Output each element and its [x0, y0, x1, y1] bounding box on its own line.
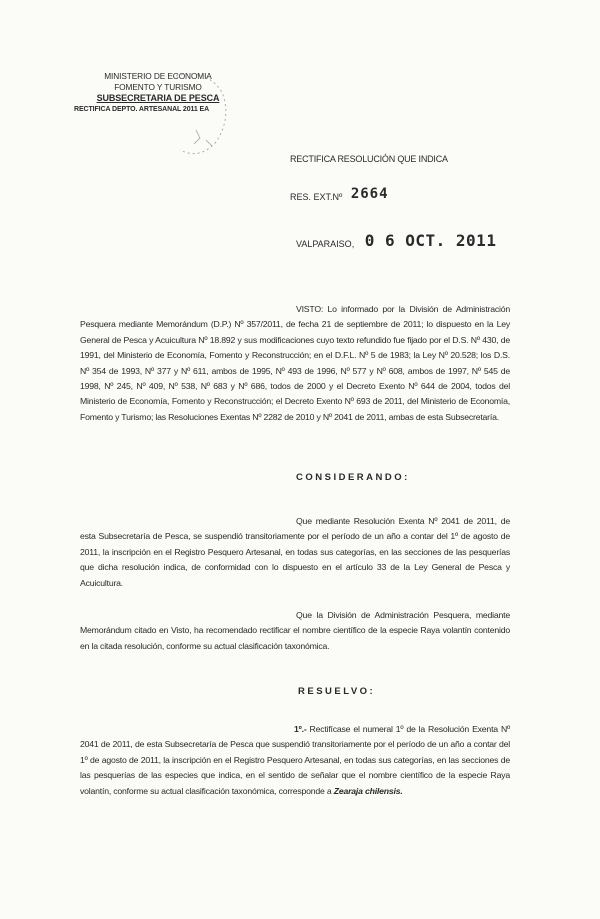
department-line: RECTIFICA DEPTO. ARTESANAL 2011 EA: [74, 106, 210, 113]
visto-paragraph: VISTO: Lo informado por la División de Administración Pesquera mediante Memorándum (D.P.) Nº 357/2011, de fecha 21 de septiembre de 2011; lo dispuesto en la Ley General de Pesca y Acuicultura Nº 18.892 y sus modificaciones cuyo texto refundido fue fijado por el D.S. Nº 430, de 1991, del Ministerio de Economía, Fomento y Reconstrucción; en el D.F.L. Nº 5 de 1983; la Ley Nº 20.528; los D.S. Nº 354 de 1993, Nº 377 y Nº 611, ambos de 1995, Nº 493 de 1996, Nº 577 y Nº 608, ambos de 1997, Nº 545 de 1998, Nº 245, Nº 409, Nº 538, Nº 683 y Nº 686, todos de 2000 y el Decreto Exento Nº 644 de 2004, todos del Ministerio de Economía, Fomento y Reconstrucción; el Decreto Exento Nº 693 de 2011, del Ministerio de Economía, Fomento y Turismo; las Resoluciones Exentas Nº 2282 de 2010 y Nº 2041 de 2011, ambas de esta Subsecretaría.: [80, 304, 510, 422]
date-line: [296, 232, 496, 251]
resuelvo-text: Rectifícase el numeral 1º de la Resolución Exenta Nº 2041 de 2011, de esta Subsecretaría de Pesca que suspendió transitoriamente por el período de un año a contar del 1º de agosto de 2011, la inscripción en el Registro Pesquero Artesanal, en todas sus categorías, en las secciones de las pesquerías de las especies que indica, en el sentido de señalar que el nombre científico de la especie Raya volantín, conforme su actual clasificación taxonómica, corresponde a: [80, 724, 510, 796]
considerando-heading: CONSIDERANDO:: [296, 472, 410, 483]
subsecretaria-name: SUBSECRETARIA DE PESCA: [96, 93, 220, 103]
date-stamp: 0 6 OCT. 2011: [364, 231, 497, 250]
resolution-label: RES. EXT.Nº: [290, 192, 343, 202]
species-name: Zearaja chilensis.: [333, 785, 403, 796]
resuelvo-heading: RESUELVO:: [298, 686, 376, 697]
considerando-paragraph-2: Que la División de Administración Pesquera, mediante Memorándum citado en Visto, ha recomendado rectificar el nombre científico de la especie Raya volantín contenido en la citada resolución, conforme su actual clasificación taxonómica.: [80, 610, 510, 651]
seal-stamp: [166, 70, 230, 158]
considerando-paragraph-1: Que mediante Resolución Exenta Nº 2041 de 2011, de esta Subsecretaría de Pesca, se suspendió transitoriamente por el período de un año a contar del 1º de agosto de 2011, la inscripción en el Registro Pesquero Artesanal, en todas sus categorías, en las secciones de las pesquerías que dicha resolución indica, de conformidad con lo dispuesto en el artículo 33 de la Ley General de Pesca y Acuicultura.: [80, 516, 510, 588]
ministry-subtitle: FOMENTO Y TURISMO: [114, 82, 202, 92]
resolution-number: 2664: [350, 186, 389, 202]
numeral-lead: 1º.-: [294, 724, 307, 734]
resolution-number-line: [290, 188, 389, 204]
document-title: RECTIFICA RESOLUCIÓN QUE INDICA: [290, 154, 448, 164]
ministry-name: MINISTERIO DE ECONOMIA: [104, 71, 212, 81]
city: VALPARAISO,: [296, 239, 355, 249]
resuelvo-paragraph-1: [80, 722, 510, 799]
